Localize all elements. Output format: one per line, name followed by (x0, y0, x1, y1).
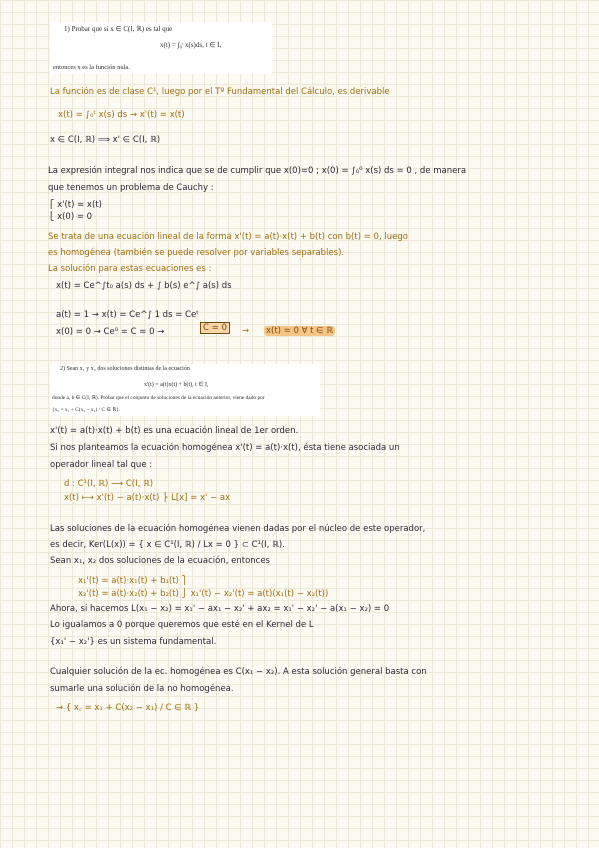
sol1-line: ⎧ x'(t) = x(t) (48, 200, 102, 210)
sol2-line: Ahora, si hacemos L(x₁ − x₂) = x₁' − ax₁ − x₂' + ax₂ = x₁' − x₂' − a(x₁ − x₂) = 0 (50, 604, 390, 614)
sol2-line: Lo igualamos a 0 porque queremos que esté en el Kernel de L (50, 620, 314, 630)
sol2-line: d : C¹(I, ℝ) ⟶ C(I, ℝ) (64, 479, 154, 489)
problem2-statement: 2) Sean x₁ y x₂ dos soluciones distintas de la ecuación (60, 366, 190, 372)
sol2-line: operador lineal tal que : (50, 460, 153, 470)
sol1-line: x(t) = ∫₀ᵗ x(s) ds → x'(t) = x(t) (58, 110, 185, 120)
sol2-line: Cualquier solución de la ec. homogénea es C(x₁ − x₂). A esta solución general basta con (50, 667, 427, 677)
sol2-line: Si nos planteamos la ecuación homogénea x'(t) = a(t)·x(t), ésta tiene asociada un (50, 443, 400, 453)
sol1-line: x(t) = Ce^∫t₀ a(s) ds + ∫ b(s) e^∫ a(s) ds (56, 281, 232, 291)
sol1-line: La función es de clase C¹, luego por el Tº Fundamental del Cálculo, es derivable (50, 87, 390, 97)
problem2-formula: x'(t) = a(t)x(t) + b(t), t ∈ I, (144, 382, 209, 388)
sol2-line: sumarle una solución de la no homogénea. (50, 684, 234, 694)
sol1-line: x ∈ C(I, ℝ) ⟹ x' ∈ C(I, ℝ) (50, 135, 161, 145)
problem1-conclusion: entonces x es la función nula. (53, 64, 130, 71)
sol1-line: La expresión integral nos indica que se de cumplir que x(0)=0 ; x(0) = ∫₀⁰ x(s) ds = 0 , de manera (48, 166, 467, 176)
sol2-line: → { x꜀ = x₁ + C(x₂ − x₁) / C ∈ ℝ } (56, 703, 200, 713)
sol2-line: {x₁' − x₂'} es un sistema fundamental. (50, 637, 217, 647)
sol1-line: Se trata de una ecuación lineal de la forma x'(t) = a(t)·x(t) + b(t) con b(t) = 0, luego (48, 232, 408, 242)
sol2-line: es decir, Ker(L(x)) = { x ∈ C¹(I, ℝ) / Lx = 0 } ⊂ C¹(I, ℝ). (50, 540, 285, 550)
result-arrow: → (242, 326, 250, 336)
problem2-line3: donde a, b ∈ C(I, ℝ). Probar que el conjunto de soluciones de la ecuación anterior, viene dado por (52, 395, 265, 401)
sol2-line: x₁'(t) = a(t)·x₁(t) + b₁(t) ⎫ (78, 576, 188, 586)
constant-result-box: C = 0 (200, 323, 230, 333)
problem1-statement: 1) Probar que si x ∈ C(I, ℝ) es tal que (64, 25, 173, 33)
sol1-line: x(0) = 0 → Ce⁰ = C = 0 → (56, 327, 165, 337)
sol1-line: que tenemos un problema de Cauchy : (48, 183, 214, 193)
sol2-line: Las soluciones de la ecuación homogénea vienen dadas por el núcleo de este operador, (50, 524, 426, 534)
problem1-card (50, 22, 272, 74)
sol2-line: x'(t) = a(t)·x(t) + b(t) es una ecuación lineal de 1er orden. (50, 426, 299, 436)
problem1-formula: x(t) = ∫₀ᵗ x(s)ds, t ∈ I, (160, 41, 222, 49)
sol1-line: a(t) = 1 → x(t) = Ce^∫ 1 ds = Ceᵗ (56, 310, 199, 320)
problem2-card (50, 364, 320, 416)
problem2-line4: {x꜀ = x₁ + C(x₂ − x₁) / C ∈ ℝ}. (52, 407, 121, 413)
sol1-line: es homogénea (también se puede resolver por variables separables). (48, 248, 345, 258)
sol2-line: x₂'(t) = a(t)·x₂(t) + b₂(t) ⎭ x₁'(t) − x₂'(t) = a(t)(x₁(t) − x₂(t)) (78, 589, 329, 599)
sol1-line: La solución para estas ecuaciones es : (48, 264, 212, 274)
final-result-highlight: x(t) = 0 ∀ t ∈ ℝ (266, 326, 334, 336)
sol1-line: ⎩ x(0) = 0 (48, 212, 93, 222)
sol2-line: x(t) ⟼ x'(t) − a(t)·x(t) ⎬ L[x] = x' − ax (64, 493, 231, 503)
sol2-line: Sean x₁, x₂ dos soluciones de la ecuación, entonces (50, 556, 270, 566)
